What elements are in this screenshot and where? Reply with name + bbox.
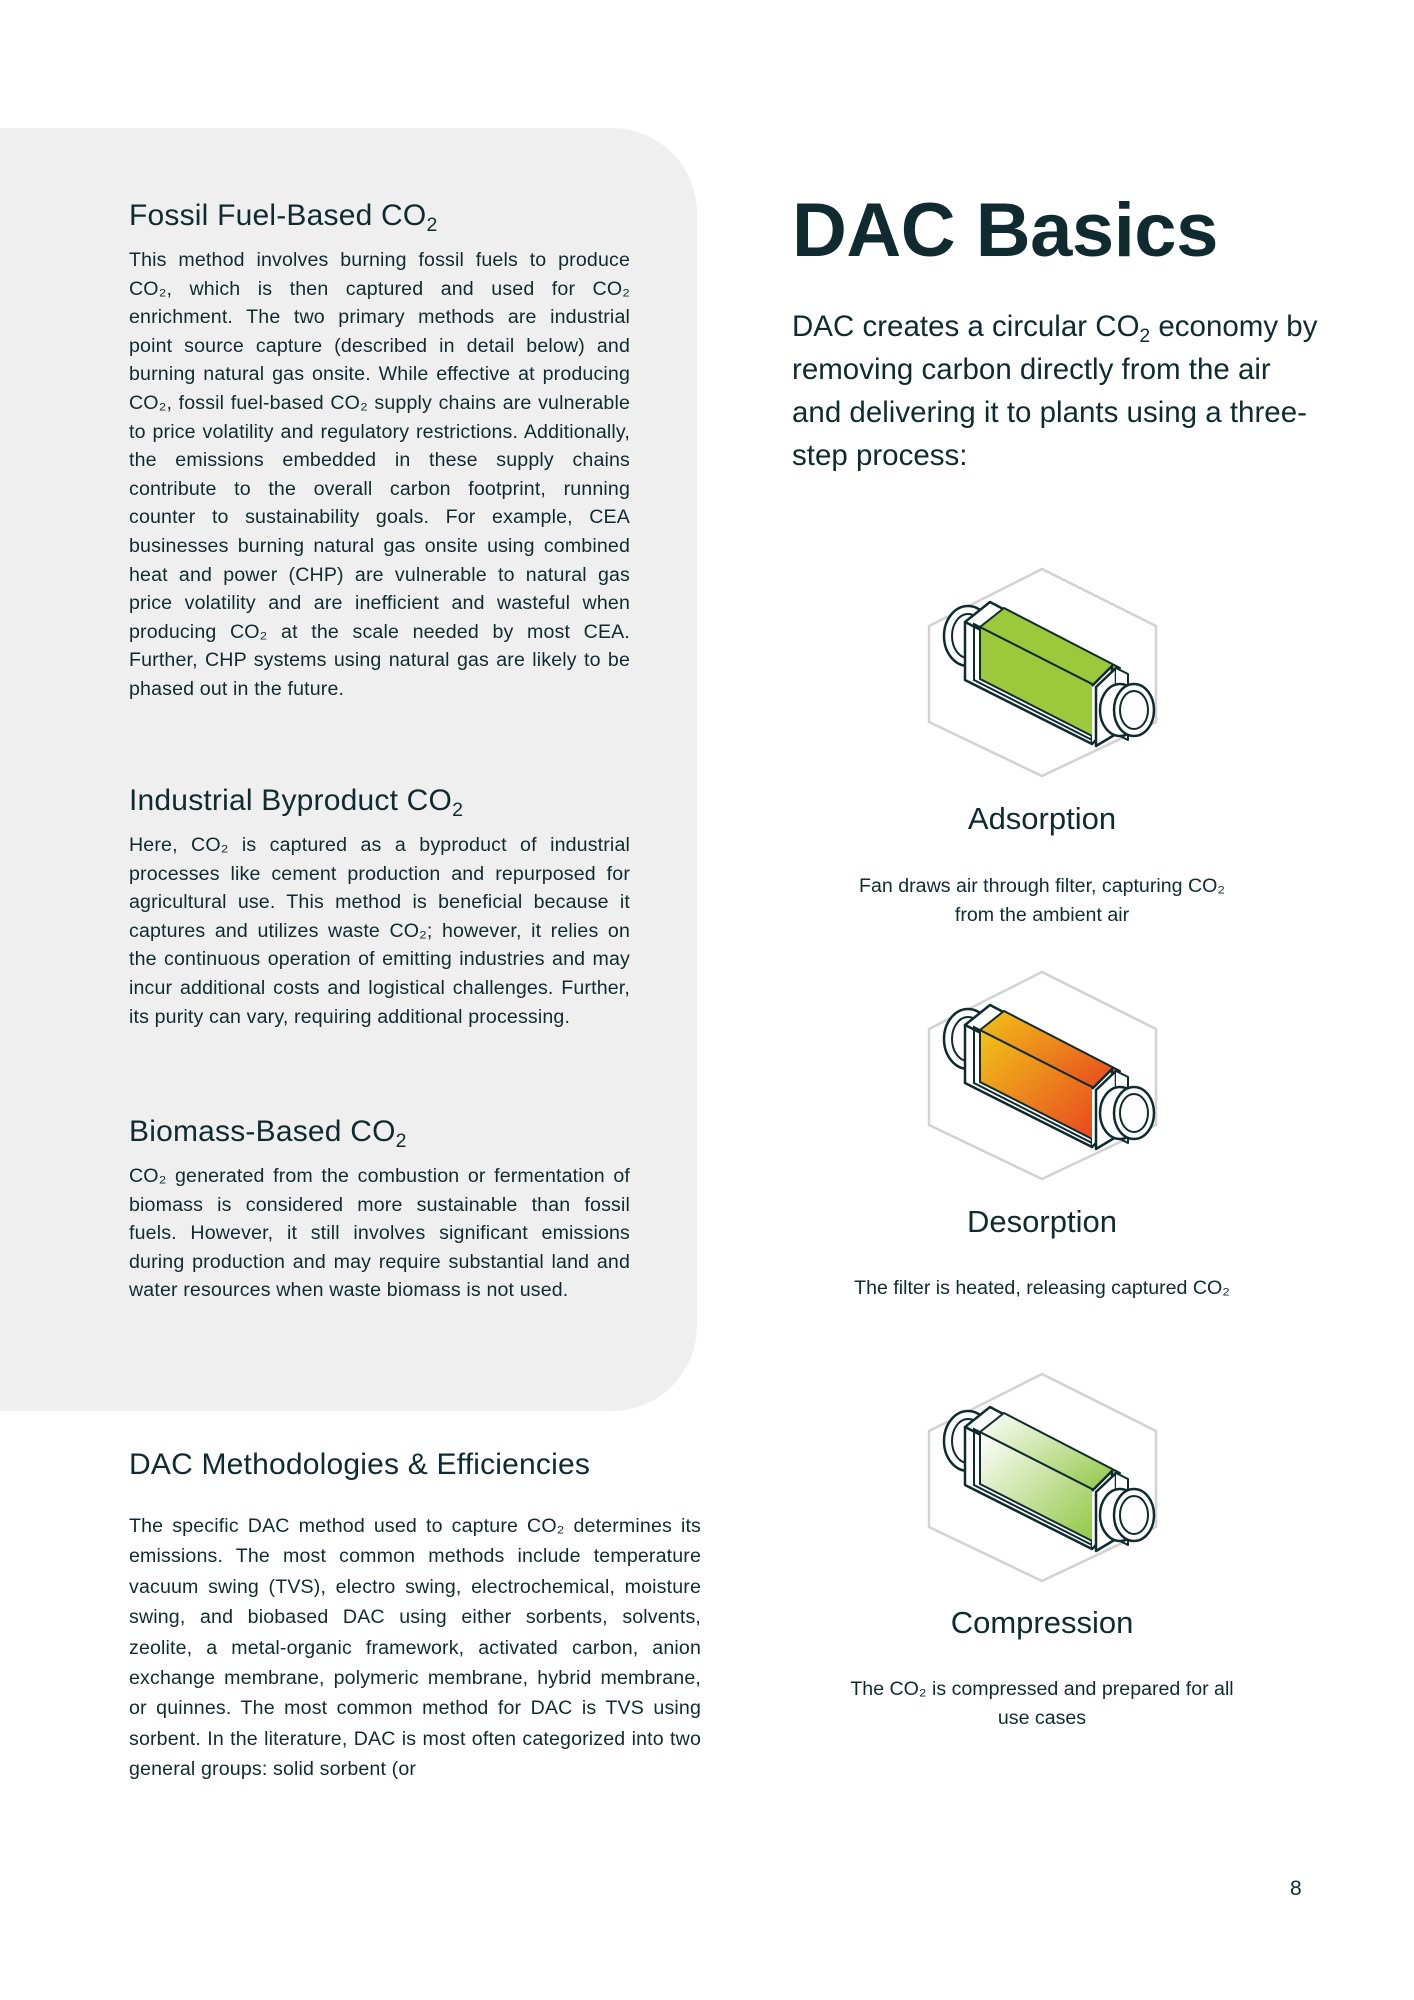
step-desorption-desc: The filter is heated, releasing captured CO₂ [854, 1277, 1230, 1299]
biomass-body: CO₂ generated from the combustion or fermentation of biomass is considered more sustainable than fossil fuels. However, it still involves significant emissions during production and may require substantial land and water resources when waste biomass is not used. [129, 1165, 630, 1302]
fossil-heading: Fossil Fuel-Based $CO_2$ [129, 199, 438, 236]
fossil-body: This method involves burning fossil fuels to produce CO₂, which is then captured and used for CO₂ enrichment. The two primary methods are industrial point source capture (described in detail below) and burning natural gas onsite. While effective at producing CO₂, fossil fuel-based CO₂ supply chains are vulnerable to price volatility and regulatory restrictions. Additionally, the emissions embedded in these supply chains contribute to the overall carbon footprint, running counter to sustainability goals. For example, CEA businesses burning natural gas onsite using combined heat and power (CHP) are vulnerable to natural gas price volatility and are inefficient and wasteful when producing CO₂ at the scale needed by most CEA. Further, CHP systems using natural gas are likely to be phased out in the future. [129, 249, 630, 700]
industrial-body: Here, CO₂ is captured as a byproduct of industrial processes like cement production and repurposed for agricultural use. This method is beneficial because it captures and utilizes waste CO₂; however, it relies on the continuous operation of emitting industries and may incur additional costs and logistical challenges. Further, its purity can vary, requiring additional processing. [129, 834, 630, 1028]
biomass-heading: Biomass-Based $CO_2$ [129, 1115, 407, 1152]
industrial-section [129, 783, 630, 1031]
methods-section [129, 1447, 701, 1785]
page-title: DAC Basics [792, 188, 1218, 273]
filter-compression-icon [920, 1369, 1165, 1584]
methods-heading: DAC Methodologies & Efficiencies [129, 1448, 591, 1481]
filter-green-icon [920, 564, 1165, 779]
step-desorption-title: Desorption [967, 1204, 1117, 1239]
intro-lead: DAC creates a circular $CO_2$ economy by removing carbon directly from the air and delivering it to plants using a three-step process: [792, 310, 1318, 472]
step-compression-title: Compression [950, 1605, 1134, 1640]
biomass-section [129, 1114, 630, 1305]
methods-body: The specific DAC method used to capture CO₂ determines its emissions. The most common methods include temperature vacuum swing (TVS), electro swing, electrochemical, moisture swing, and biobased DAC using either sorbents, solvents, zeolite, a metal-organic framework, activated carbon, anion exchange membrane, polymeric membrane, hybrid membrane, or quinnes. The most common method for DAC is TVS using sorbent. In the literature, DAC is most often categorized into two general groups: solid sorbent (or [129, 1515, 701, 1781]
page-number: 8 [1290, 1877, 1302, 1900]
step-adsorption-title: Adsorption [967, 801, 1117, 836]
industrial-heading: Industrial Byproduct $CO_2$ [129, 784, 464, 821]
step-adsorption-desc: Fan draws air through filter, capturing CO₂ from the ambient air [859, 875, 1225, 926]
fossil-section [129, 198, 630, 704]
filter-heated-icon [920, 967, 1165, 1182]
step-compression-desc: The CO₂ is compressed and prepared for all use cases [850, 1678, 1234, 1729]
